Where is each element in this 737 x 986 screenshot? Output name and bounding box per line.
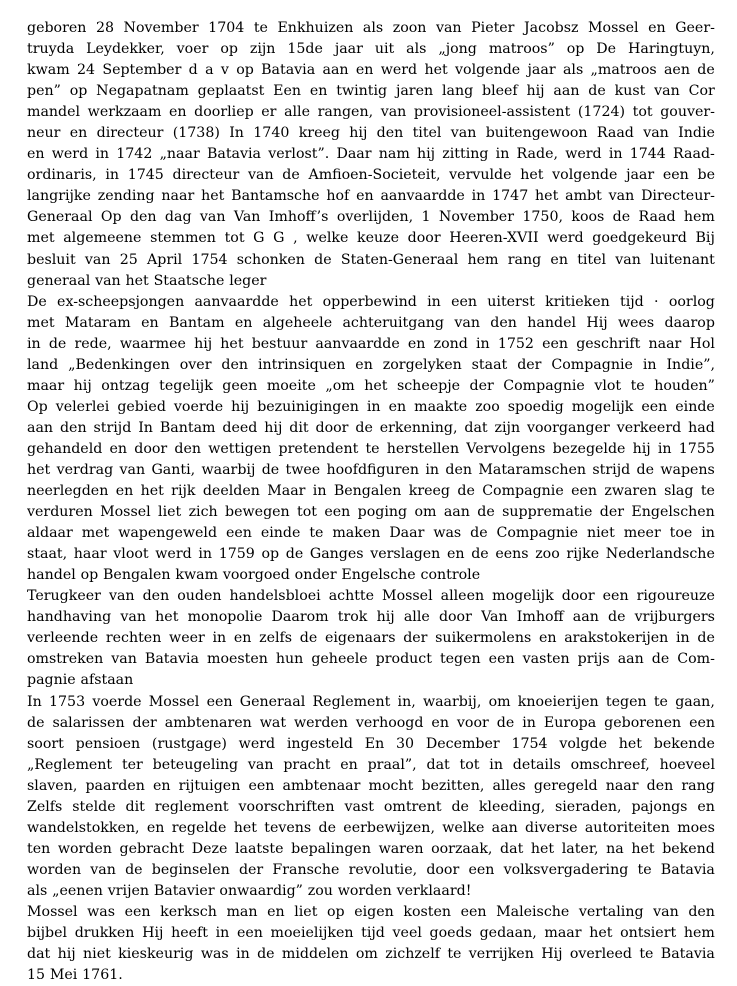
text-line: soort pensioen (rustgage) werd ingesteld En 30 December 1754 volgde het bekende bbox=[27, 735, 715, 752]
text-line: mandel werkzaam en doorliep er alle rangen, van provisioneel-assistent (1724) tot gouver- bbox=[27, 104, 715, 121]
text-line: pagnie afstaan bbox=[27, 672, 134, 689]
text-line: In 1753 voerde Mossel een Generaal Reglement in, waarbij, om knoeierijen tegen te gaan, bbox=[27, 693, 715, 710]
text-line: Op velerlei gebied voerde hij bezuinigingen in en maakte zoo spoedig mogelijk een einde bbox=[27, 398, 715, 415]
text-line: in de rede, waarmee hij het bestuur aanvaardde en zond in 1752 een geschrift naar Hol bbox=[27, 335, 715, 352]
text-line: Terugkeer van den ouden handelsbloei achtte Mossel alleen mogelijk door een rigoureuze bbox=[27, 588, 715, 605]
text-line: ordinaris, in 1745 directeur van de Amfioen-Societeit, vervulde het volgende jaar een be bbox=[27, 167, 715, 184]
text-line: wandelstokken, en regelde het tevens de eerbewijzen, welke aan diverse autoriteiten moes bbox=[27, 819, 715, 836]
biography-text bbox=[27, 18, 715, 986]
text-line: verleende rechten weer in en zelfs de eigenaars der suikermolens en arakstokerijen in de bbox=[27, 630, 715, 647]
text-line: neerlegden en het rijk deelden Maar in Bengalen kreeg de Compagnie een zwaren slag te bbox=[27, 483, 715, 500]
text-line: kwam 24 September d a v op Batavia aan en werd het volgende jaar als „matroos aen de bbox=[27, 62, 715, 79]
text-line: neur en directeur (1738) In 1740 kreeg hij den titel van buitengewoon Raad van Indie bbox=[27, 125, 715, 142]
text-line: geboren 28 November 1704 te Enkhuizen als zoon van Pieter Jacobsz Mossel en Geer- bbox=[27, 20, 715, 36]
text-line: De ex-scheepsjongen aanvaardde het opperbewind in een uiterst kritieken tijd · oorlog bbox=[27, 293, 715, 310]
text-line: worden van de beginselen der Fransche revolutie, door een volksvergadering te Batavia bbox=[27, 861, 715, 878]
text-line: ten worden gebracht Deze laatste bepalingen waren oorzaak, dat het later, na het bekend bbox=[27, 840, 715, 857]
text-line: gehandeld en door den wettigen pretendent te herstellen Vervolgens bezegelde hij in 1755 bbox=[27, 440, 715, 457]
text-line: Zelfs stelde dit reglement voorschriften vast omtrent de kleeding, sieraden, pajongs en bbox=[27, 798, 715, 815]
text-line: maar hij ontzag tegelijk geen moeite „om het scheepje der Compagnie vlot te houden” bbox=[27, 377, 715, 394]
text-line: aldaar met wapengeweld een einde te maken Daar was de Compagnie niet meer toe in bbox=[27, 525, 715, 542]
text-line: de salarissen der ambtenaren wat werden verhoogd en voor de in Europa geborenen een bbox=[27, 714, 715, 731]
text-line: land „Bedenkingen over den intrinsiquen en zorgelyken staat der Compagnie in Indie”, bbox=[27, 356, 715, 373]
text-line: Generaal Op den dag van Van Imhoff’s overlijden, 1 November 1750, koos de Raad hem bbox=[27, 209, 715, 226]
text-line: Mossel was een kerksch man en liet op eigen kosten een Maleische vertaling van den bbox=[27, 903, 715, 920]
text-line: truyda Leydekker, voer op zijn 15de jaar uit als „jong matroos” op De Haringtuyn, bbox=[27, 41, 715, 58]
text-line: pen” op Negapatnam geplaatst Een en twintig jaren lang bleef hij aan de kust van Cor bbox=[27, 83, 715, 100]
text-line: verduren Mossel liet zich bewegen tot een poging om aan de supprematie der Engelschen bbox=[27, 504, 715, 521]
text-line: langrijke zending naar het Bantamsche hof en aanvaardde in 1747 het ambt van Directeur- bbox=[27, 188, 715, 205]
text-line: en werd in 1742 „naar Batavia verlost”. Daar nam hij zitting in Rade, werd in 1744 Raad- bbox=[27, 146, 715, 163]
text-line: als „eenen vrijen Batavier onwaardig” zou worden verklaard! bbox=[27, 882, 472, 899]
text-line: met Mataram en Bantam en algeheele achteruitgang van den handel Hij wees daarop bbox=[27, 314, 715, 331]
text-line: dat hij niet kieskeurig was in de middelen om zichzelf te verrijken Hij overleed te Batavia bbox=[27, 946, 715, 963]
text-line: handel op Bengalen kwam voorgoed onder Engelsche controle bbox=[27, 567, 481, 584]
text-line: bijbel drukken Hij heeft in een moeielijken tijd veel goeds gedaan, maar het ontsiert hem bbox=[27, 925, 715, 942]
text-line: slaven, paarden en rijtuigen een ambtenaar mocht bezitten, alles geregeld naar den rang bbox=[27, 777, 715, 794]
text-line: het verdrag van Ganti, waarbij de twee hoofdfiguren in den Mataramschen strijd de wapens bbox=[27, 461, 715, 478]
text-line: generaal van het Staatsche leger bbox=[27, 272, 267, 289]
text-line: staat, haar vloot werd in 1759 op de Ganges verslagen en de eens zoo rijke Nederlandsche bbox=[27, 546, 715, 563]
text-line: besluit van 25 April 1754 schonken de Staten-Generaal hem rang en titel van luitenant bbox=[27, 251, 715, 268]
text-line: handhaving van het monopolie Daarom trok hij alle door Van Imhoff aan de vrijburgers bbox=[27, 609, 715, 626]
text-line: met algemeene stemmen tot G G , welke keuze door Heeren-XVII werd goedgekeurd Bij bbox=[27, 230, 715, 247]
text-line: omstreken van Batavia moesten hun geheele product tegen een vasten prijs aan de Com- bbox=[27, 651, 715, 668]
text-line: aan den strijd In Bantam deed hij dit door de erkenning, dat zijn voorganger verkeerd had bbox=[27, 419, 715, 436]
text-line: „Reglement ter beteugeling van pracht en praal”, dat tot in details omschreef, hoeveel bbox=[27, 756, 715, 773]
text-line: 15 Mei 1761. bbox=[27, 967, 123, 984]
